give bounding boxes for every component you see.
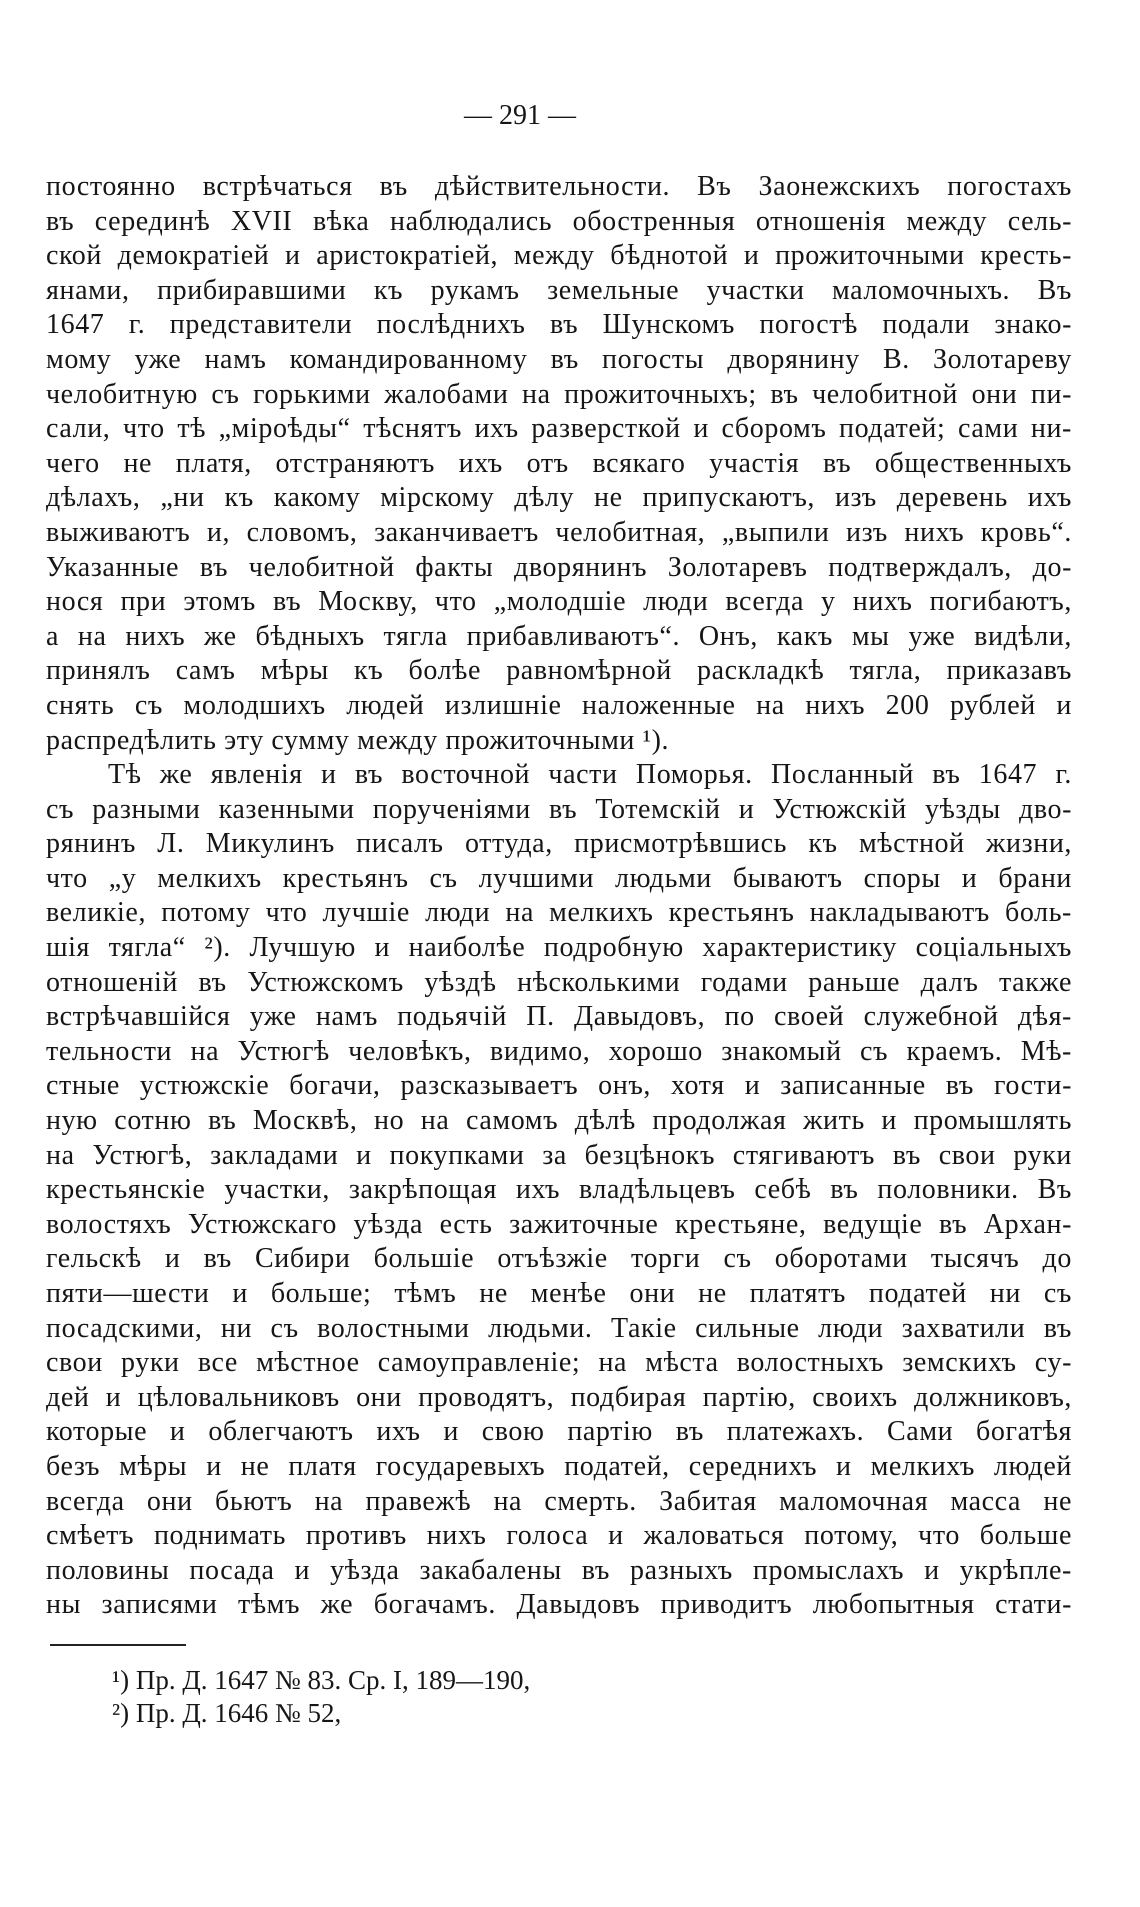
text-line: половины посада и уѣзда закабалены въ разныхъ промыслахъ и укрѣпле-	[46, 1554, 1072, 1586]
text-line: гельскѣ и въ Сибири большіе отъѣзжіе торги съ оборотами тысячъ до	[46, 1243, 1072, 1275]
paragraph	[46, 758, 1072, 1623]
text-line: челобитную съ горькими жалобами на прожиточныхъ; въ челобитной они пи-	[46, 378, 1072, 410]
text-line: Тѣ же явленія и въ восточной части Поморья. Посланный въ 1647 г.	[108, 759, 1072, 791]
footnote-2: ²) Пр. Д. 1646 № 52,	[112, 1698, 342, 1728]
text-line: всегда они бьютъ на правежѣ на смерть. Забитая маломочная масса не	[46, 1485, 1072, 1517]
text-line: смѣетъ поднимать противъ нихъ голоса и жаловаться потому, что больше	[46, 1520, 1072, 1552]
text-line: а на нихъ же бѣдныхъ тягла прибавливаютъ“. Онъ, какъ мы уже видѣли,	[46, 620, 1072, 652]
paragraph	[46, 170, 1072, 758]
text-line: тельности на Устюгѣ человѣкъ, видимо, хорошо знакомый съ краемъ. Мѣ-	[46, 1035, 1072, 1067]
text-line: мому уже намъ командированному въ погосты дворянину В. Золотареву	[46, 343, 1072, 375]
text-line: которые и облегчаютъ ихъ и свою партію въ платежахъ. Сами богатѣя	[46, 1416, 1072, 1448]
body-text	[46, 170, 1072, 1623]
text-line: сали, что тѣ „міроѣды“ тѣснятъ ихъ разверсткой и сборомъ податей; сами ни-	[46, 413, 1072, 445]
text-line: встрѣчавшійся уже намъ подьячій П. Давыдовъ, по своей служебной дѣя-	[46, 1001, 1072, 1033]
text-line: безъ мѣры и не платя государевыхъ податей, середнихъ и мелкихъ людей	[46, 1450, 1072, 1482]
text-line: шія тягла“ ²). Лучшую и наиболѣе подробную характеристику соціальныхъ	[46, 932, 1072, 964]
text-line: янами, прибиравшими къ рукамъ земельные участки маломочныхъ. Въ	[46, 274, 1072, 306]
text-line: снять съ молодшихъ людей излишніе наложенные на нихъ 200 рублей и	[46, 689, 1072, 721]
text-line: стные устюжскіе богачи, разсказываетъ онъ, хотя и записанные въ гости-	[46, 1070, 1072, 1102]
text-line: съ разными казенными порученіями въ Тотемскій и Устюжскій уѣзды дво-	[46, 793, 1072, 825]
text-line: что „у мелкихъ крестьянъ съ лучшими людьми бываютъ споры и брани	[46, 862, 1072, 894]
text-line: постоянно встрѣчаться въ дѣйствительности. Въ Заонежскихъ погостахъ	[46, 171, 1072, 202]
page-number: — 291 —	[464, 100, 576, 131]
text-line: выживаютъ и, словомъ, заканчиваетъ челобитная, „выпили изъ нихъ кровь“.	[46, 516, 1072, 548]
text-line: свои руки все мѣстное самоуправленіе; на мѣста волостныхъ земскихъ су-	[46, 1347, 1072, 1379]
text-line: на Устюгѣ, закладами и покупками за безцѣнокъ стягиваютъ въ свои руки	[46, 1139, 1072, 1171]
text-line: ную сотню въ Москвѣ, но на самомъ дѣлѣ продолжая жить и промышлять	[46, 1105, 1072, 1137]
text-line: рянинъ Л. Микулинъ писалъ оттуда, присмотрѣвшись къ мѣстной жизни,	[46, 828, 1072, 860]
text-line: пяти—шести и больше; тѣмъ не менѣе они не платятъ податей ни съ	[46, 1278, 1072, 1309]
footnote-separator	[50, 1644, 186, 1646]
footnote-1: ¹) Пр. Д. 1647 № 83. Ср. I, 189—190,	[112, 1665, 531, 1695]
text-line: 1647 г. представители послѣднихъ въ Шунскомъ погостѣ подали знако-	[46, 309, 1072, 341]
text-line: Указанные въ челобитной факты дворянинъ Золотаревъ подтверждалъ, до-	[46, 551, 1072, 583]
text-line: крестьянскіе участки, закрѣпощая ихъ владѣльцевъ себѣ въ половники. Въ	[46, 1174, 1072, 1206]
text-line: чего не платя, отстраняютъ ихъ отъ всякаго участія въ общественныхъ	[46, 447, 1072, 479]
text-line: принялъ самъ мѣры къ болѣе равномѣрной раскладкѣ тягла, приказавъ	[46, 655, 1072, 687]
text-line: распредѣлить эту сумму между прожиточными ¹).	[46, 724, 670, 756]
text-line: ской демократіей и аристократіей, между бѣднотой и прожиточными кресть-	[46, 240, 1072, 272]
text-line: ны записями тѣмъ же богачамъ. Давыдовъ приводитъ любопытныя стати-	[46, 1589, 1072, 1621]
text-line: дей и цѣловальниковъ они проводятъ, подбирая партію, своихъ должниковъ,	[46, 1381, 1072, 1413]
text-line: волостяхъ Устюжскаго уѣзда есть зажиточные крестьяне, ведущіе въ Архан-	[46, 1208, 1072, 1240]
text-line: отношеній въ Устюжскомъ уѣздѣ нѣсколькими годами раньше далъ также	[46, 966, 1072, 998]
text-line: дѣлахъ, „ни къ какому мірскому дѣлу не припускаютъ, изъ деревень ихъ	[46, 482, 1072, 514]
text-line: нося при этомъ въ Москву, что „молодшіе люди всегда у нихъ погибаютъ,	[46, 586, 1072, 618]
text-line: посадскими, ни съ волостными людьми. Такіе сильные люди захватили въ	[46, 1312, 1072, 1344]
text-line: въ серединѣ XVII вѣка наблюдались обостренныя отношенія между сель-	[46, 205, 1072, 237]
text-line: великіе, потому что лучшіе люди на мелкихъ крестьянъ накладываютъ боль-	[46, 897, 1072, 929]
